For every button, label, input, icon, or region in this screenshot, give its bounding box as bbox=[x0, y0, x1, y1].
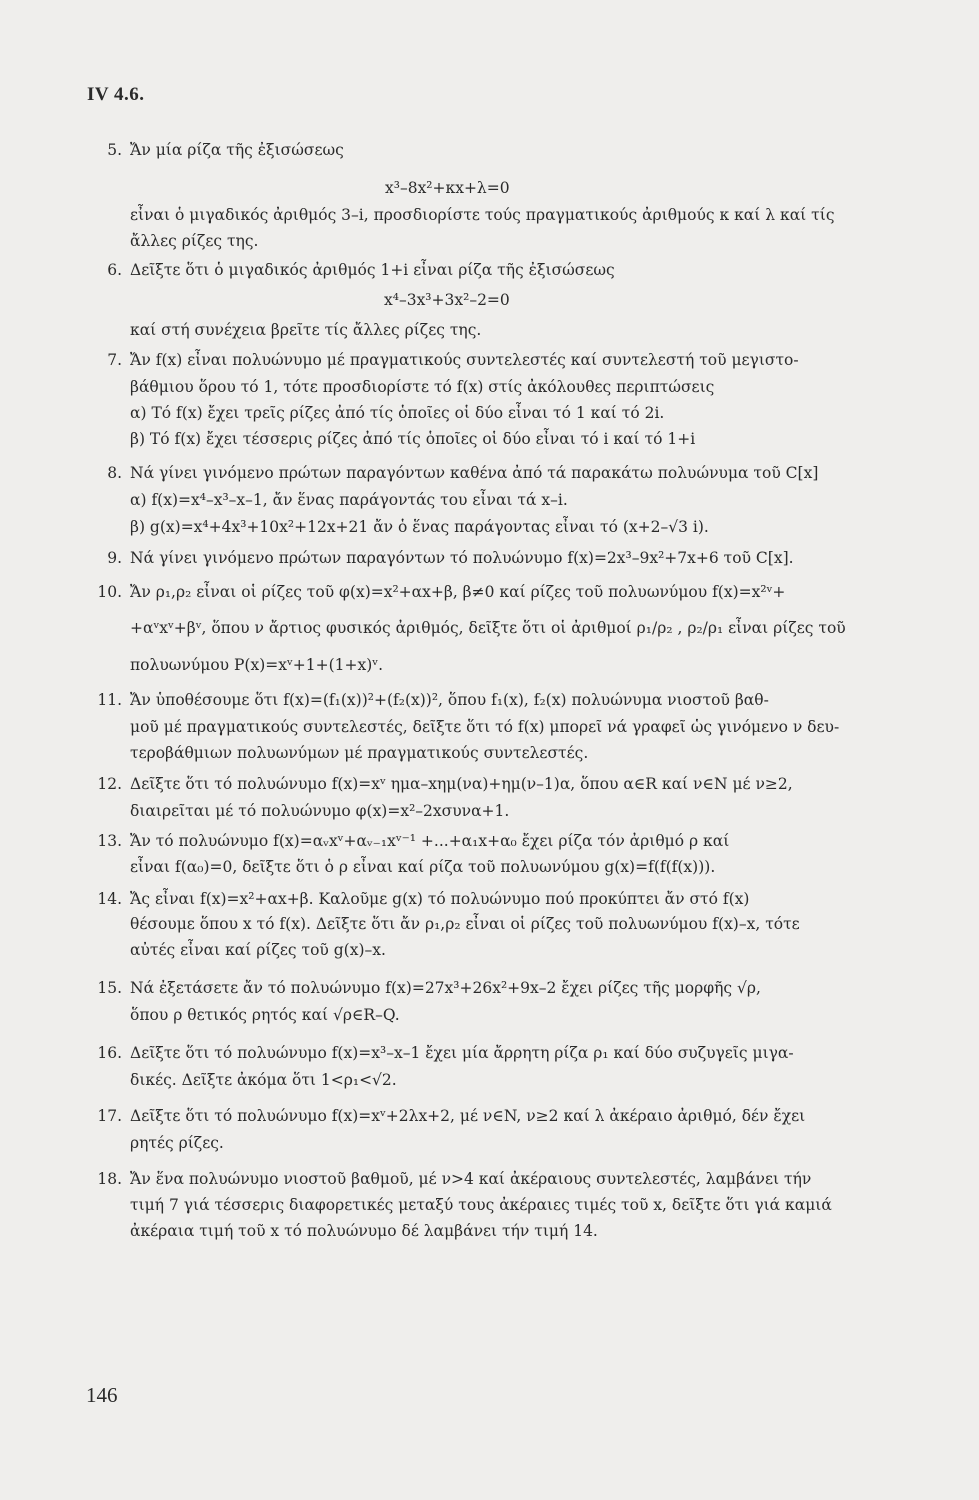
problem-text-line: ρητές ρίζες. bbox=[130, 1134, 224, 1152]
problem-number: 17. bbox=[97, 1107, 122, 1125]
problem-text-line: Δεῖξτε ὅτι τό πολυώνυμο f(x)=x³–x–1 ἔχει μία ἄρρητη ρίζα ρ₁ καί δύο συζυγεῖς μιγα- bbox=[130, 1044, 794, 1062]
problem-text-line: α) Τό f(x) ἔχει τρεῖς ρίζες ἀπό τίς ὁποῖες οἱ δύο εἶναι τό 1 καί τό 2i. bbox=[130, 404, 665, 422]
problem-text-line: ἄλλες ρίζες της. bbox=[130, 232, 259, 250]
equation-line: x³–8x²+κx+λ=0 bbox=[385, 179, 510, 197]
problem-text-line: α) f(x)=x⁴–x³–x–1, ἄν ἕνας παράγοντάς του εἶναι τά x–i. bbox=[130, 491, 568, 509]
problem-text-line: ὅπου ρ θετικός ρητός καί √ρ∈R–Q. bbox=[130, 1006, 400, 1024]
problem-text-line: διαιρεῖται μέ τό πολυώνυμο φ(x)=x²–2xσυνα+1. bbox=[130, 802, 510, 820]
problem-text-line: Ἄν μία ρίζα τῆς ἐξισώσεως bbox=[130, 141, 344, 159]
problem-number: 11. bbox=[97, 691, 122, 709]
problem-text-line: Δεῖξτε ὅτι τό πολυώνυμο f(x)=xᵛ ημα–xημ(να)+ημ(ν–1)α, ὅπου α∈R καί ν∈N μέ ν≥2, bbox=[130, 775, 793, 793]
problem-number: 6. bbox=[107, 261, 122, 279]
problem-text-line: ἀκέραια τιμή τοῦ x τό πολυώνυμο δέ λαμβάνει τήν τιμή 14. bbox=[130, 1222, 598, 1240]
problem-number: 9. bbox=[107, 549, 122, 567]
problem-number: 15. bbox=[97, 979, 122, 997]
problem-number: 8. bbox=[107, 464, 122, 482]
problem-text-line: Δεῖξτε ὅτι ὁ μιγαδικός ἀριθμός 1+i εἶναι ρίζα τῆς ἐξισώσεως bbox=[130, 261, 615, 279]
problem-text-line: εἶναι f(α₀)=0, δεῖξτε ὅτι ὁ ρ εἶναι καί ρίζα τοῦ πολυωνύμου g(x)=f(f(f(x))). bbox=[130, 858, 716, 876]
problem-text-line: καί στή συνέχεια βρεῖτε τίς ἄλλες ρίζες της. bbox=[130, 321, 482, 339]
page-number: 146 bbox=[86, 1383, 118, 1407]
problem-text-line: μοῦ μέ πραγματικούς συντελεστές, δεῖξτε ὅτι τό f(x) μπορεῖ νά γραφεῖ ὡς γινόμενο ν δευ- bbox=[130, 718, 840, 736]
problem-text-line: πολυωνύμου P(x)=xᵛ+1+(1+x)ᵛ. bbox=[130, 656, 383, 674]
problem-number: 16. bbox=[97, 1044, 122, 1062]
problem-text-line: τεροβάθμιων πολυωνύμων μέ πραγματικούς συντελεστές. bbox=[130, 744, 589, 762]
problem-text-line: Ἄν τό πολυώνυμο f(x)=αᵥxᵛ+αᵥ₋₁xᵛ⁻¹ +...+α₁x+α₀ ἔχει ρίζα τόν ἀριθμό ρ καί bbox=[130, 832, 730, 850]
problem-text-line: Δεῖξτε ὅτι τό πολυώνυμο f(x)=xᵛ+2λx+2, μέ ν∈N, ν≥2 καί λ ἀκέραιο ἀριθμό, δέν ἔχει bbox=[130, 1107, 806, 1125]
problem-text-line: εἶναι ὁ μιγαδικός ἀριθμός 3–i, προσδιορίστε τούς πραγματικούς ἀριθμούς κ καί λ καί τίς bbox=[130, 206, 835, 224]
problem-number: 12. bbox=[97, 775, 122, 793]
problem-number: 14. bbox=[97, 890, 122, 908]
problem-number: 7. bbox=[107, 351, 122, 369]
problem-number: 5. bbox=[107, 141, 122, 159]
problem-text-line: θέσουμε ὅπου x τό f(x). Δεῖξτε ὅτι ἄν ρ₁,ρ₂ εἶναι οἱ ρίζες τοῦ πολυωνύμου f(x)–x, τότε bbox=[130, 915, 800, 933]
section-header: IV 4.6. bbox=[87, 84, 145, 105]
problem-text-line: βάθμιου ὅρου τό 1, τότε προσδιορίστε τό f(x) στίς ἀκόλουθες περιπτώσεις bbox=[130, 378, 715, 396]
problem-text-line: τιμή 7 γιά τέσσερις διαφορετικές μεταξύ τους ἀκέραιες τιμές τοῦ x, δεῖξτε ὅτι γιά καμιά bbox=[130, 1196, 832, 1214]
problem-text-line: αὐτές εἶναι καί ρίζες τοῦ g(x)–x. bbox=[130, 941, 386, 959]
problem-text-line: Ἄς εἶναι f(x)=x²+αx+β. Καλοῦμε g(x) τό πολυώνυμο πού προκύπτει ἄν στό f(x) bbox=[130, 890, 750, 908]
problem-number: 10. bbox=[97, 583, 122, 601]
problem-text-line: Νά γίνει γινόμενο πρώτων παραγόντων καθένα ἀπό τά παρακάτω πολυώνυμα τοῦ C[x] bbox=[130, 464, 819, 482]
problem-text-line: Ἄν ρ₁,ρ₂ εἶναι οἱ ρίζες τοῦ φ(x)=x²+αx+β, β≠0 καί ρίζες τοῦ πολυωνύμου f(x)=x²ᵛ+ bbox=[130, 583, 786, 601]
problem-text-line: β) Τό f(x) ἔχει τέσσερις ρίζες ἀπό τίς ὁποῖες οἱ δύο εἶναι τό i καί τό 1+i bbox=[130, 430, 696, 448]
problem-number: 18. bbox=[97, 1170, 122, 1188]
problem-text-line: Ἄν ἕνα πολυώνυμο νιοστοῦ βαθμοῦ, μέ ν>4 καί ἀκέραιους συντελεστές, λαμβάνει τήν bbox=[130, 1170, 812, 1188]
problem-text-line: +αᵛxᵛ+βᵛ, ὅπου ν ἄρτιος φυσικός ἀριθμός, δεῖξτε ὅτι οἱ ἀριθμοί ρ₁/ρ₂ , ρ₂/ρ₁ εἶναι ρίζες τοῦ bbox=[130, 619, 846, 637]
problem-text-line: Ἄν ὑποθέσουμε ὅτι f(x)=(f₁(x))²+(f₂(x))², ὅπου f₁(x), f₂(x) πολυώνυμα νιοστοῦ βαθ- bbox=[130, 691, 769, 709]
equation-line: x⁴–3x³+3x²–2=0 bbox=[384, 291, 510, 309]
problem-number: 13. bbox=[97, 832, 122, 850]
problem-text-line: δικές. Δεῖξτε ἀκόμα ὅτι 1<ρ₁<√2. bbox=[130, 1071, 397, 1089]
problem-text-line: Νά γίνει γινόμενο πρώτων παραγόντων τό πολυώνυμο f(x)=2x³–9x²+7x+6 τοῦ C[x]. bbox=[130, 549, 794, 567]
problem-text-line: Νά ἐξετάσετε ἄν τό πολυώνυμο f(x)=27x³+26x²+9x–2 ἔχει ρίζες τῆς μορφῆς √ρ, bbox=[130, 979, 761, 997]
problem-text-line: β) g(x)=x⁴+4x³+10x²+12x+21 ἄν ὁ ἕνας παράγοντας εἶναι τό (x+2–√3 i). bbox=[130, 518, 709, 536]
problem-text-line: Ἄν f(x) εἶναι πολυώνυμο μέ πραγματικούς συντελεστές καί συντελεστή τοῦ μεγιστο- bbox=[130, 351, 799, 369]
